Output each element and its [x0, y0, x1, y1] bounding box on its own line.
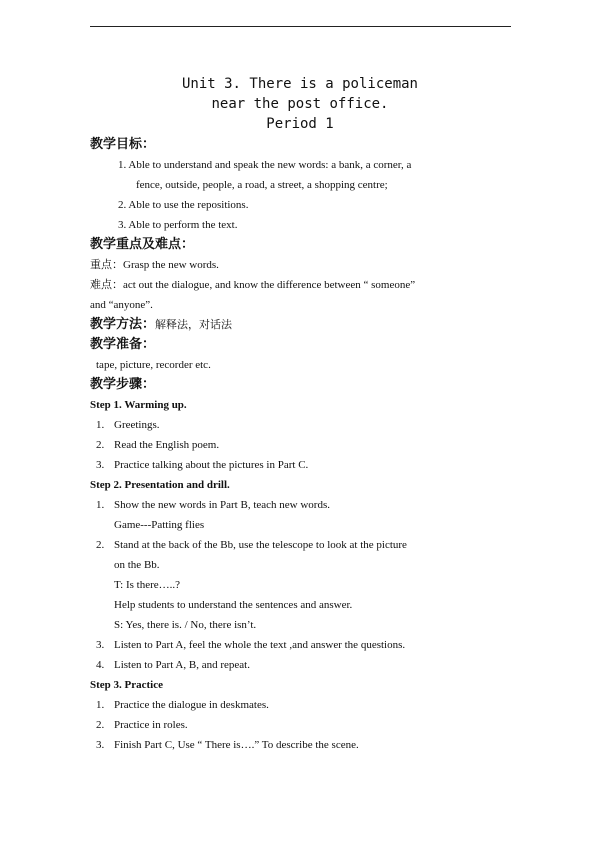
step2-item-2-cont: on the Bb.	[114, 559, 160, 571]
step2-item-4: 4. Listen to Part A, B, and repeat.	[96, 659, 250, 671]
step1-item-2: 2. Read the English poem.	[96, 439, 220, 451]
step2-item-1: 1. Show the new words in Part B, teach new words.	[96, 499, 330, 511]
title-line-1: Unit 3. There is a policeman	[181, 76, 418, 92]
difficult-point: 难点：act out the dialogue, and know the difference between “ someone”	[90, 279, 416, 291]
key-point: 重点：Grasp the new words.	[90, 259, 219, 271]
step3-item-3: 3. Finish Part C, Use “ There is….” To describe the scene.	[96, 739, 359, 751]
step3-item-2: 2. Practice in roles.	[96, 719, 188, 731]
objective-1b: fence, outside, people, a road, a street, a shopping centre;	[136, 179, 388, 191]
methods-label: 教学方法：	[90, 317, 156, 332]
step2-item-3: 3. Listen to Part A, feel the whole the text ,and answer the questions.	[96, 639, 406, 651]
step3-item-1: 1. Practice the dialogue in deskmates.	[96, 699, 269, 711]
objective-3: 3. Able to perform the text.	[118, 219, 238, 231]
step2-title: Step 2. Presentation and drill.	[90, 479, 230, 491]
step2-item-1-sub: Game---Patting flies	[114, 519, 205, 531]
step2-item-2: 2. Stand at the back of the Bb, use the telescope to look at the picture	[96, 539, 407, 551]
step2-student-line: S: Yes, there is. / No, there isn’t.	[114, 619, 257, 631]
difficult-point-cont: and “anyone”.	[90, 299, 153, 311]
title-line-2: near the post office.	[211, 96, 389, 112]
top-rule	[90, 26, 511, 27]
step2-teacher-line: T: Is there…..?	[114, 579, 181, 591]
preparation-heading: 教学准备：	[90, 337, 156, 352]
objectives-heading: 教学目标：	[90, 137, 156, 152]
methods-value: 解释法，对话法	[155, 318, 233, 331]
key-points-heading: 教学重点及难点：	[90, 237, 195, 252]
objective-1a: 1. Able to understand and speak the new words: a bank, a corner, a	[118, 159, 412, 171]
step1-title: Step 1. Warming up.	[90, 399, 187, 411]
step1-item-3: 3. Practice talking about the pictures in Part C.	[96, 459, 309, 471]
step3-title: Step 3. Practice	[90, 679, 163, 691]
title-period: Period 1	[266, 116, 334, 132]
objective-2: 2. Able to use the repositions.	[118, 199, 249, 211]
step2-help-line: Help students to understand the sentences and answer.	[114, 599, 353, 611]
methods-heading	[90, 316, 232, 334]
steps-heading: 教学步骤：	[90, 377, 156, 392]
step1-item-1: 1. Greetings.	[96, 419, 160, 431]
preparation-value: tape, picture, recorder etc.	[96, 359, 211, 371]
